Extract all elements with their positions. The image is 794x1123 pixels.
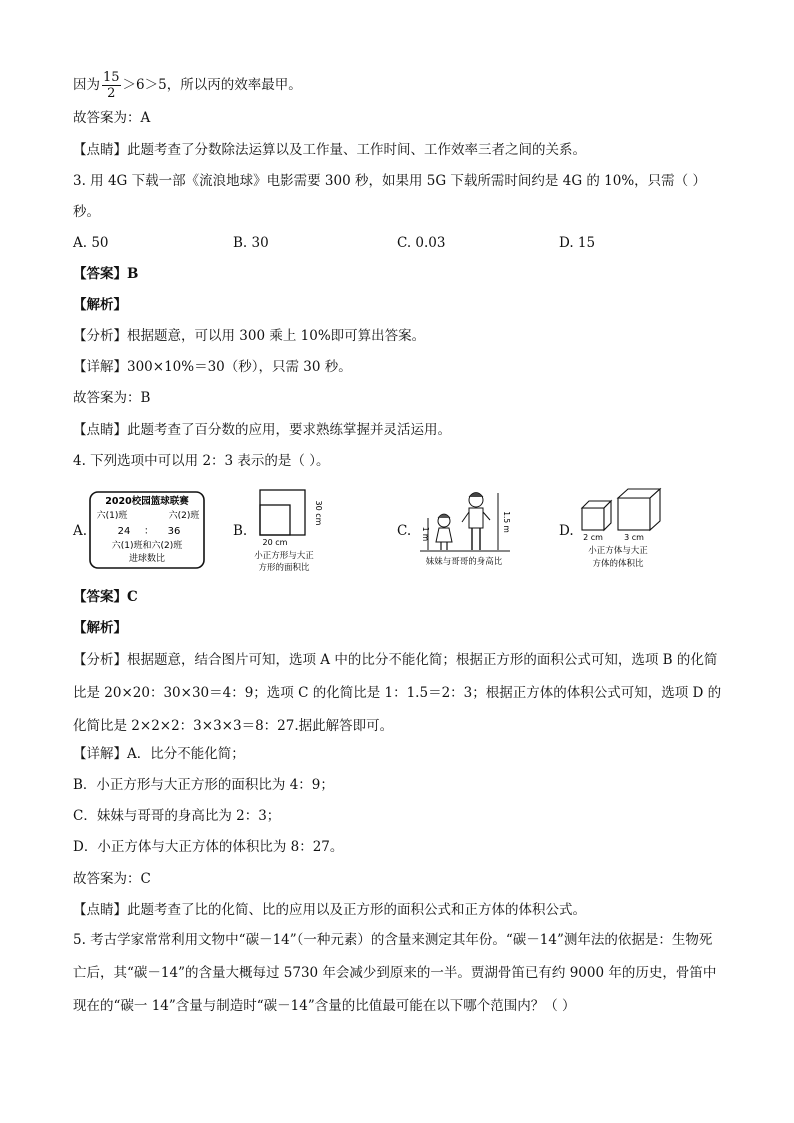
figure-d-caption2: 方体的体积比 [592, 559, 644, 569]
q4-option-a-letter: A. [73, 523, 88, 539]
q4-fenxi: 【分析】根据题意，结合图片可知，选项 A 中的比分不能化简；根据正方形的面积公式可知，选项 B 的化简比是 20×20：30×30＝4：9；选项 C 的化简比是 1：1.5＝2：3；根据正方体的体积公式可知，选项 D 的化简比是 2×2×2：3×3×3＝8：27.据此解答即可。 [73, 652, 722, 734]
figure-b-caption1: 小正方形与大正 [254, 551, 314, 561]
q3-option-c: C. 0.03 [397, 235, 446, 251]
scoreboard-team1: 六(1)班 [96, 511, 128, 521]
q4-xiangjie-a: 【详解】A．比分不能化简； [73, 746, 245, 762]
answer-line-a: 故答案为：A [73, 110, 151, 126]
small-cube [582, 501, 611, 530]
small-square-label: 20 cm [262, 538, 288, 547]
scoreboard-score2: 36 [167, 526, 181, 537]
q4-xiangjie-b: B．小正方形与大正方形的面积比为 4：9； [73, 777, 334, 793]
small-square [260, 505, 290, 535]
q4-option-c-letter: C. [397, 523, 412, 539]
q3-option-d: D. 15 [559, 235, 596, 251]
scoreboard-score1: 24 [117, 526, 131, 537]
scoreboard-caption2: 进球数比 [128, 554, 166, 564]
q4-xiangjie-d: D．小正方体与大正方体的体积比为 8：27。 [73, 839, 344, 855]
figure-b-squares [250, 486, 330, 576]
figure-d-caption1: 小正方体与大正 [588, 546, 648, 556]
big-cube [618, 489, 660, 530]
scoreboard-caption1: 六(1)班和六(2)班 [111, 541, 183, 551]
scoreboard-colon: ： [144, 526, 154, 537]
brother-figure [462, 493, 490, 551]
scoreboard-title: 2020校园篮球联赛 [105, 496, 189, 507]
q3-stem-line2: 秒。 [73, 204, 100, 220]
big-cube-label: 3 cm [624, 533, 644, 542]
sister-height-label: 1 m [421, 526, 430, 542]
q4-stem: 4. 下列选项中可以用 2：3 表示的是（ ）。 [73, 453, 330, 469]
sister-figure [436, 514, 452, 550]
q3-dianjing: 【点睛】此题考查了百分数的应用，要求熟练掌握并灵活运用。 [73, 422, 451, 438]
fraction-denominator: 2 [107, 86, 116, 101]
big-square [260, 490, 305, 535]
q4-xiangjie-c: C．妹妹与哥哥的身高比为 2：3； [73, 808, 281, 824]
line-efficiency-compare [73, 70, 302, 101]
q4-option-d-letter: D. [559, 523, 574, 539]
figure-b-caption2: 方形的面积比 [258, 563, 310, 573]
text-suffix: ＞6＞5，所以丙的效率最甲。 [122, 77, 302, 93]
fraction-numerator: 15 [103, 70, 120, 85]
q3-jiexi-label: 【解析】 [73, 297, 127, 313]
big-square-label: 30 cm [314, 500, 323, 526]
q4-answer: 【答案】C [73, 589, 138, 605]
text-prefix: 因为 [73, 77, 100, 93]
dianjing-q2: 【点睛】此题考查了分数除法运算以及工作量、工作时间、工作效率三者之间的关系。 [73, 142, 586, 158]
q5-stem: 5. 考古学家常常利用文物中“碳－14”（一种元素）的含量来测定其年份。“碳－14”测年法的依据是：生物死亡后，其“碳－14”的含量大概每过 5730 年会减少到原来的一半。贾湖骨笛已有约 9000 年的历史，骨笛中现在的“碳一 14”含量与制造时“碳－14”含量的比值最可能在以下哪个范围内？（ ） [73, 932, 717, 1014]
q3-xiangjie: 【详解】300×10%＝30（秒），只需 30 秒。 [73, 359, 352, 375]
q3-answer: 【答案】B [73, 266, 139, 282]
figure-c-heights [414, 488, 518, 570]
q3-stem-line1: 3. 用 4G 下载一部《流浪地球》电影需要 300 秒，如果用 5G 下载所需时间约是 4G 的 10%，只需（ ） [73, 173, 706, 189]
brother-height-label: 1.5 m [502, 511, 511, 533]
small-cube-label: 2 cm [583, 533, 603, 542]
q3-option-a: A. 50 [73, 235, 109, 251]
figure-a-scoreboard [88, 490, 206, 570]
q3-fenxi: 【分析】根据题意，可以用 300 乘上 10%即可算出答案。 [73, 328, 426, 344]
fraction [102, 70, 121, 101]
figure-d-cubes [578, 486, 668, 576]
q3-option-b: B. 30 [233, 235, 269, 251]
scoreboard-team2: 六(2)班 [168, 511, 200, 521]
q4-option-b-letter: B. [233, 523, 248, 539]
q3-conclusion: 故答案为：B [73, 390, 151, 406]
figure-c-caption: 妹妹与哥哥的身高比 [425, 557, 503, 567]
q4-conclusion: 故答案为：C [73, 871, 151, 887]
q4-dianjing: 【点睛】此题考查了比的化简、比的应用以及正方形的面积公式和正方体的体积公式。 [73, 902, 586, 918]
q4-jiexi-label: 【解析】 [73, 620, 127, 636]
